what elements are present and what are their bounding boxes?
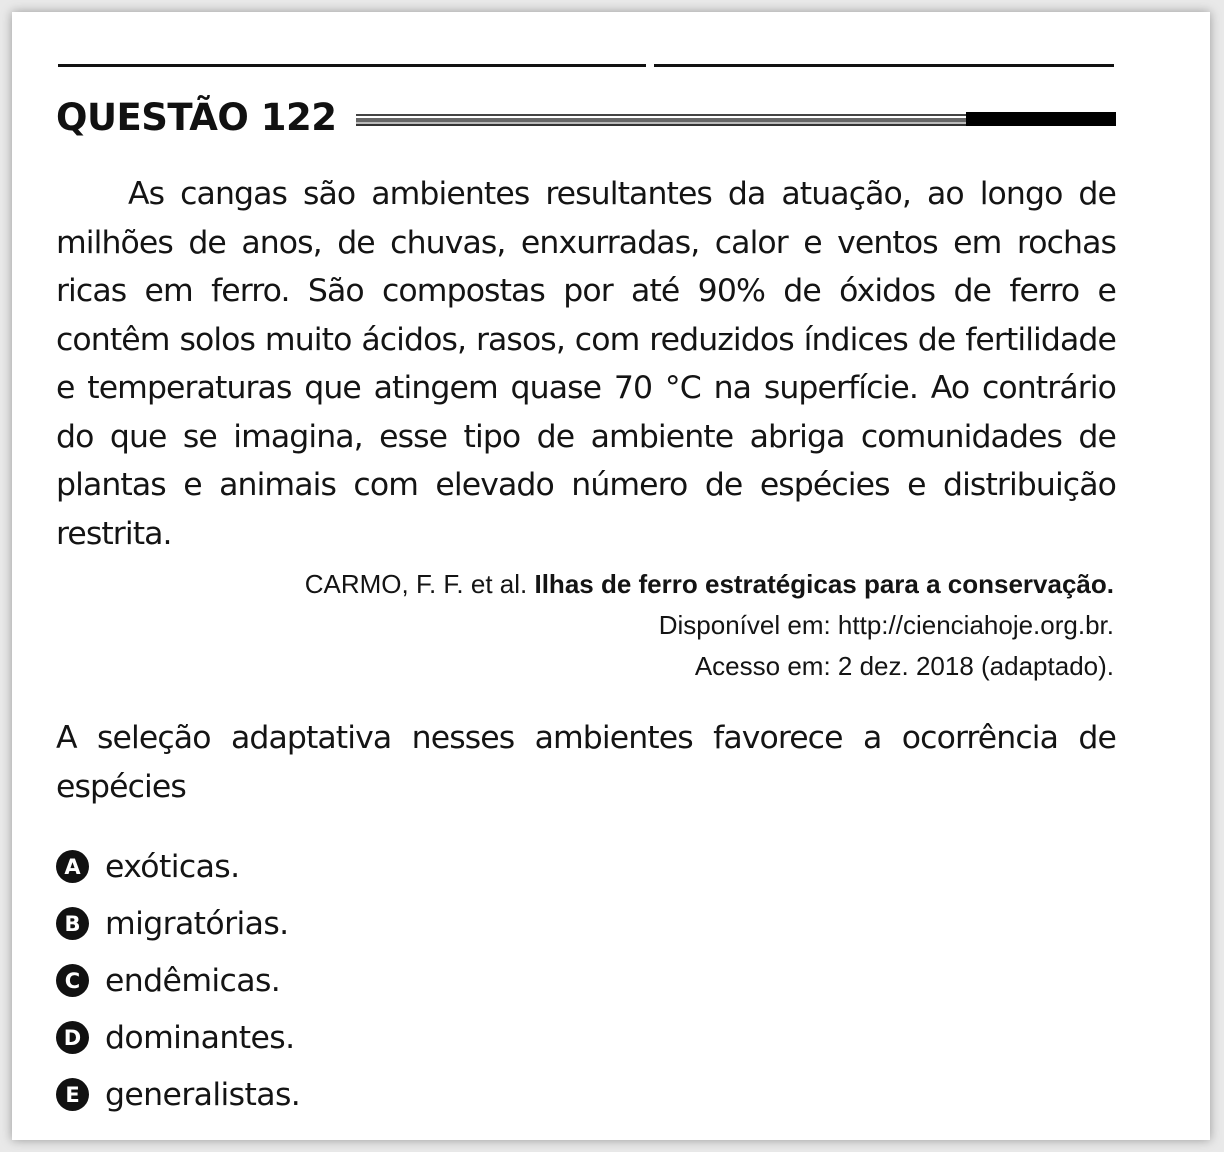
citation-authors: CARMO, F. F. et al. [304, 569, 528, 599]
citation-available: Disponível em: http://cienciahoje.org.br. [658, 610, 1114, 640]
citation-work: Ilhas de ferro estratégicas para a conservação. [534, 569, 1114, 599]
option-text: generalistas. [105, 1076, 301, 1113]
option-text: endêmicas. [105, 962, 281, 999]
exam-page [12, 12, 1210, 1140]
option-text: dominantes. [105, 1019, 295, 1056]
option-text: exóticas. [105, 848, 240, 885]
option-letter-badge: C [56, 964, 89, 997]
option-b[interactable] [56, 895, 756, 952]
question-paragraph: As cangas são ambientes resultantes da atuação, ao longo de milhões de anos, de chuvas, enxurradas, calor e ventos em rochas ricas em ferro. São compostas por até 90% de óxidos de ferro e contêm solos muito ácidos, rasos, com reduzidos índices de fertilidade e temperaturas que atingem quase 70 °C na superfície. Ao contrário do que se imagina, esse tipo de ambiente abriga comunidades de plantas e animais com elevado número de espécies e distribuição restrita. [56, 176, 1116, 552]
option-letter-badge: B [56, 907, 89, 940]
answer-options [56, 838, 756, 1123]
citation-accessed: Acesso em: 2 dez. 2018 (adaptado). [694, 651, 1114, 681]
option-letter-badge: D [56, 1021, 89, 1054]
option-e[interactable] [56, 1066, 756, 1123]
option-c[interactable] [56, 952, 756, 1009]
option-a[interactable] [56, 838, 756, 895]
question-title: QUESTÃO 122 [56, 96, 337, 139]
question-prompt: A seleção adaptativa nesses ambientes favorece a ocorrência de espécies [56, 720, 1116, 805]
option-letter-badge: A [56, 850, 89, 883]
option-text: migratórias. [105, 905, 289, 942]
title-divider-bar [356, 114, 1116, 126]
option-letter-badge: E [56, 1078, 89, 1111]
option-d[interactable] [56, 1009, 756, 1066]
source-citation [114, 564, 1114, 687]
question-header [56, 92, 1116, 142]
top-divider [58, 64, 1114, 67]
